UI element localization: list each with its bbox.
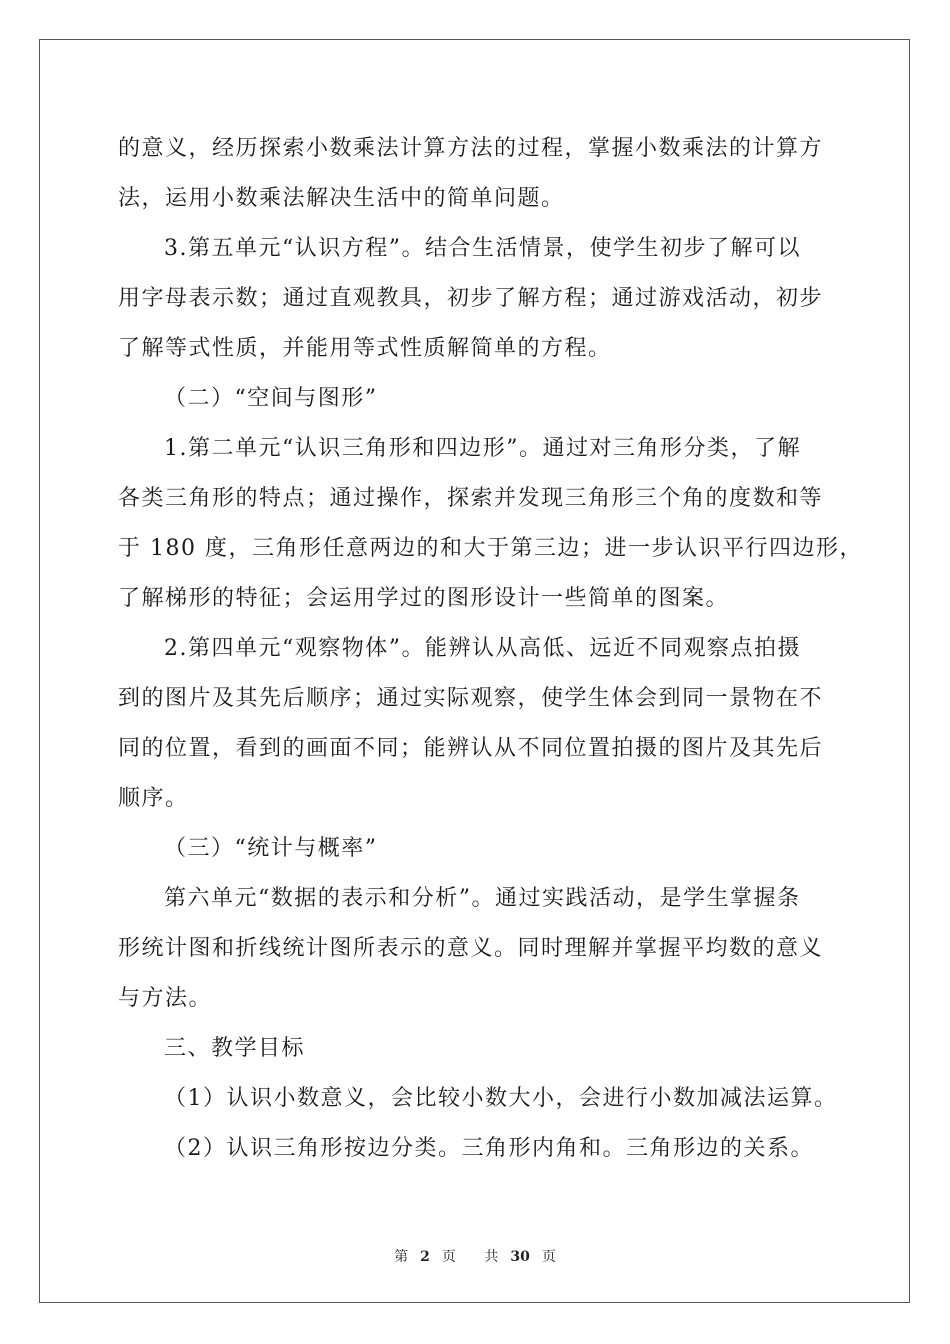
paragraph-line: 第六单元“数据的表示和分析”。通过实践活动，是学生掌握条	[164, 886, 801, 911]
page-suffix: 页	[441, 1249, 456, 1265]
total-number: 30	[510, 1249, 530, 1265]
body-line: 形统计图和折线统计图所表示的意义。同时理解并掌握平均数的意义	[118, 936, 824, 961]
page-prefix: 第	[394, 1249, 409, 1265]
body-line: 与方法。	[118, 986, 213, 1011]
page-number: 2	[420, 1249, 430, 1265]
total-indicator	[478, 1249, 561, 1265]
list-item: （2）认识三角形按边分类。三角形内角和。三角形边的关系。	[164, 1136, 814, 1161]
document-body	[118, 124, 863, 1174]
body-line: 到的图片及其先后顺序；通过实际观察，使学生体会到同一景物在不	[118, 686, 824, 711]
body-line: 了解梯形的特征；会运用学过的图形设计一些简单的图案。	[118, 586, 730, 611]
body-line: 了解等式性质，并能用等式性质解简单的方程。	[118, 336, 612, 361]
paragraph-line: 2.第四单元“观察物体”。能辨认从高低、远近不同观察点拍摄	[164, 636, 801, 661]
section-heading: 三、教学目标	[164, 1036, 306, 1061]
body-line: 同的位置，看到的画面不同；能辨认从不同位置拍摄的图片及其先后	[118, 736, 824, 761]
total-prefix: 共	[484, 1249, 499, 1265]
body-line: 法，运用小数乘法解决生活中的简单问题。	[118, 186, 565, 211]
paragraph-line: 1.第二单元“认识三角形和四边形”。通过对三角形分类，了解	[164, 436, 801, 461]
total-suffix: 页	[541, 1249, 556, 1265]
body-line: 于 180 度，三角形任意两边的和大于第三边；进一步认识平行四边形，	[118, 536, 863, 561]
page-footer	[0, 1246, 950, 1266]
list-item: （1）认识小数意义，会比较小数大小，会进行小数加减法运算。	[164, 1086, 838, 1111]
body-line: 的意义，经历探索小数乘法计算方法的过程，掌握小数乘法的计算方	[118, 136, 824, 161]
body-line: 用字母表示数；通过直观教具，初步了解方程；通过游戏活动，初步	[118, 286, 824, 311]
section-heading: （三）“统计与概率”	[164, 836, 378, 861]
body-line: 顺序。	[118, 786, 189, 811]
body-line: 各类三角形的特点；通过操作，探索并发现三角形三个角的度数和等	[118, 486, 824, 511]
page-indicator	[388, 1249, 462, 1265]
paragraph-line: 3.第五单元“认识方程”。结合生活情景，使学生初步了解可以	[164, 236, 801, 261]
section-heading: （二）“空间与图形”	[164, 386, 378, 411]
